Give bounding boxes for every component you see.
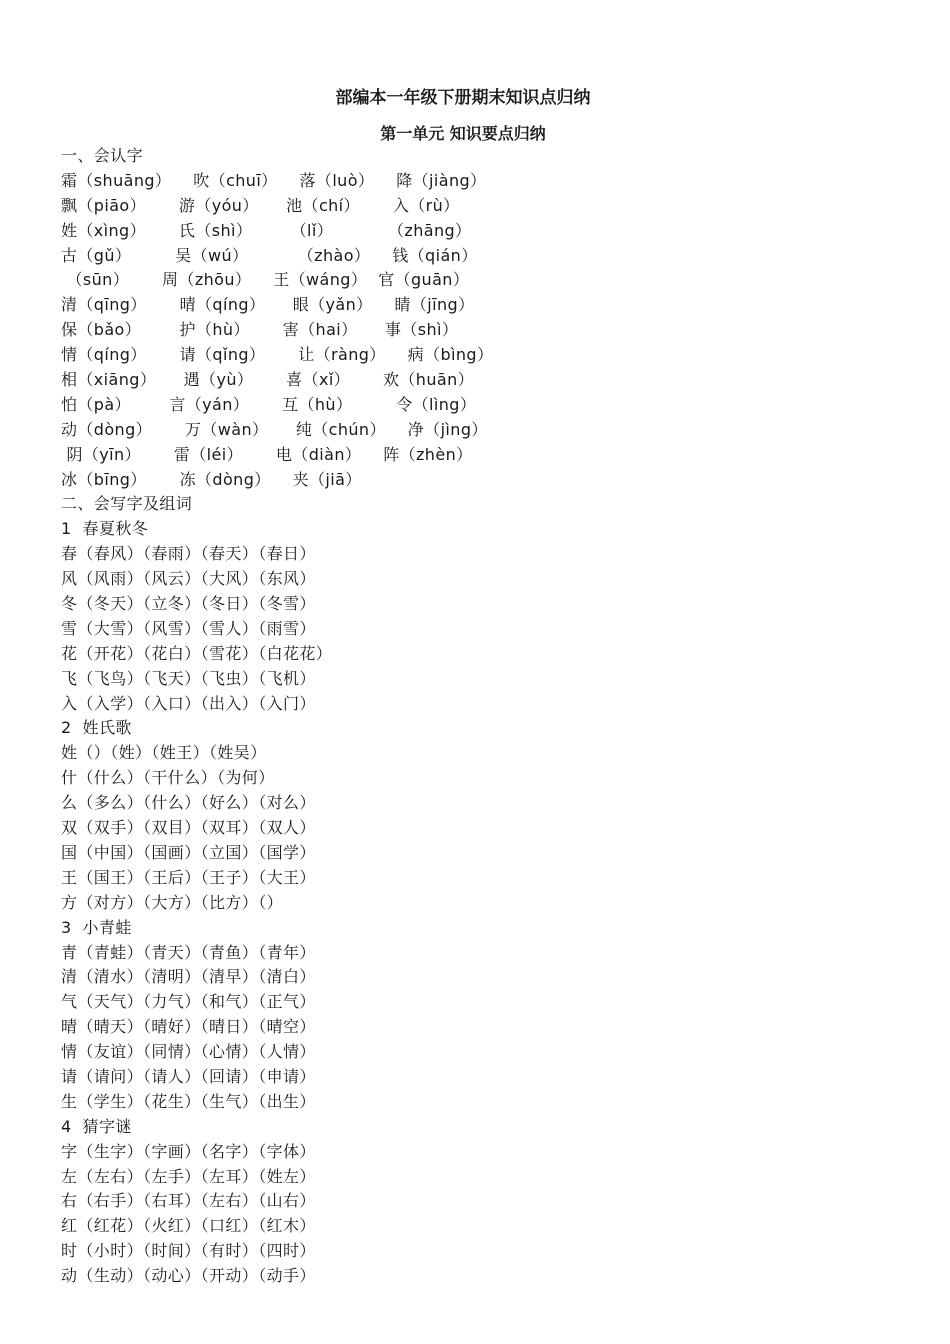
text-line: 飘（piāo） 游（yóu） 池（chí） 入（rù）: [61, 195, 460, 215]
text-line: 红（红花）（火红）（口红）（红木）: [61, 1216, 316, 1236]
text-line: 冬（冬天）（立冬）（冬日）（冬雪）: [61, 594, 316, 614]
text-line: 阴（yīn） 雷（léi） 电（diàn） 阵（zhèn）: [61, 444, 473, 464]
text-line: 什（什么）（干什么）（为何）: [61, 768, 275, 788]
text-line: 清（清水）（清明）（清早）（清白）: [61, 967, 316, 987]
text-line: 一、会认字: [61, 146, 144, 165]
text-line: 花（开花）（花白）（雪花）（白花花）: [61, 643, 333, 663]
text-line: 方（对方）（大方）（比方）（）: [61, 892, 284, 912]
text-line: 保（bǎo） 护（hù） 害（hai） 事（shì）: [61, 320, 459, 340]
text-lines: [61, 144, 921, 1289]
text-line: 时（小时）（时间）（有时）（四时）: [61, 1241, 316, 1261]
text-line: 1 春夏秋冬: [61, 519, 149, 539]
text-line: 字（生字）（字画）（名字）（字体）: [61, 1141, 316, 1161]
text-line: 姓（）（姓）（姓王）（姓吴）: [61, 743, 267, 763]
text-line: 姓（xìng） 氏（shì） （lǐ） （zhāng）: [61, 220, 472, 240]
text-line: 请（请问）（请人）（回请）（申请）: [61, 1066, 316, 1086]
text-line: 二、会写字及组词: [61, 494, 193, 514]
text-line: 双（双手）（双目）（双耳）（双人）: [61, 818, 316, 838]
text-line: 情（qíng） 请（qǐng） 让（ràng） 病（bìng）: [61, 345, 494, 365]
text-line: 气（天气）（力气）（和气）（正气）: [61, 992, 316, 1012]
unit-title: 第一单元 知识要点归纳: [380, 124, 546, 143]
text-line: 4 猜字谜: [61, 1116, 132, 1136]
text-line: 霜（shuāng） 吹（chuī） 落（luò） 降（jiàng）: [61, 170, 487, 190]
text-line: 动（dòng） 万（wàn） 纯（chún） 净（jìng）: [61, 419, 488, 439]
text-line: 雪（大雪）（风雪）（雪人）（雨雪）: [61, 618, 316, 638]
text-line: （sūn） 周（zhōu） 王（wáng） 官（guān）: [61, 270, 470, 290]
text-line: 左（左右）（左手）（左耳）（姓左）: [61, 1166, 316, 1186]
text-line: 相（xiāng） 遇（yù） 喜（xǐ） 欢（huān）: [61, 370, 475, 390]
text-line: 生（学生）（花生）（生气）（出生）: [61, 1091, 316, 1111]
text-line: 风（风雨）（风云）（大风）（东风）: [61, 569, 316, 589]
text-line: 青（青蛙）（青天）（青鱼）（青年）: [61, 942, 316, 962]
text-line: 2 姓氏歌: [61, 718, 132, 738]
text-line: 入（入学）（入口）（出入）（入门）: [61, 693, 316, 713]
text-line: 古（gǔ） 吴（wú） （zhào） 钱（qián）: [61, 245, 478, 265]
text-line: 右（右手）（右耳）（左右）（山右）: [61, 1191, 316, 1211]
text-line: 飞（飞鸟）（飞天）（飞虫）（飞机）: [61, 668, 316, 688]
text-line: 情（友谊）（同情）（心情）（人情）: [61, 1042, 316, 1062]
text-line: 动（生动）（动心）（开动）（动手）: [61, 1266, 316, 1286]
text-line: 么（多么）（什么）（好么）（对么）: [61, 793, 316, 813]
text-line: 3 小青蛙: [61, 917, 132, 937]
page-title: 部编本一年级下册期末知识点归纳: [335, 88, 591, 108]
text-line: 晴（晴天）（晴好）（晴日）（晴空）: [61, 1017, 316, 1037]
text-line: 冰（bīng） 冻（dòng） 夹（jiā）: [61, 469, 362, 489]
text-line: 春（春风）（春雨）（春天）（春日）: [61, 544, 316, 564]
text-line: 国（中国）（国画）（立国）（国学）: [61, 842, 316, 862]
text-line: 怕（pà） 言（yán） 互（hù） 令（lìng）: [61, 394, 477, 414]
text-line: 王（国王）（王后）（王子）（大王）: [61, 867, 316, 887]
text-line: 清（qīng） 晴（qíng） 眼（yǎn） 睛（jīng）: [61, 295, 475, 315]
